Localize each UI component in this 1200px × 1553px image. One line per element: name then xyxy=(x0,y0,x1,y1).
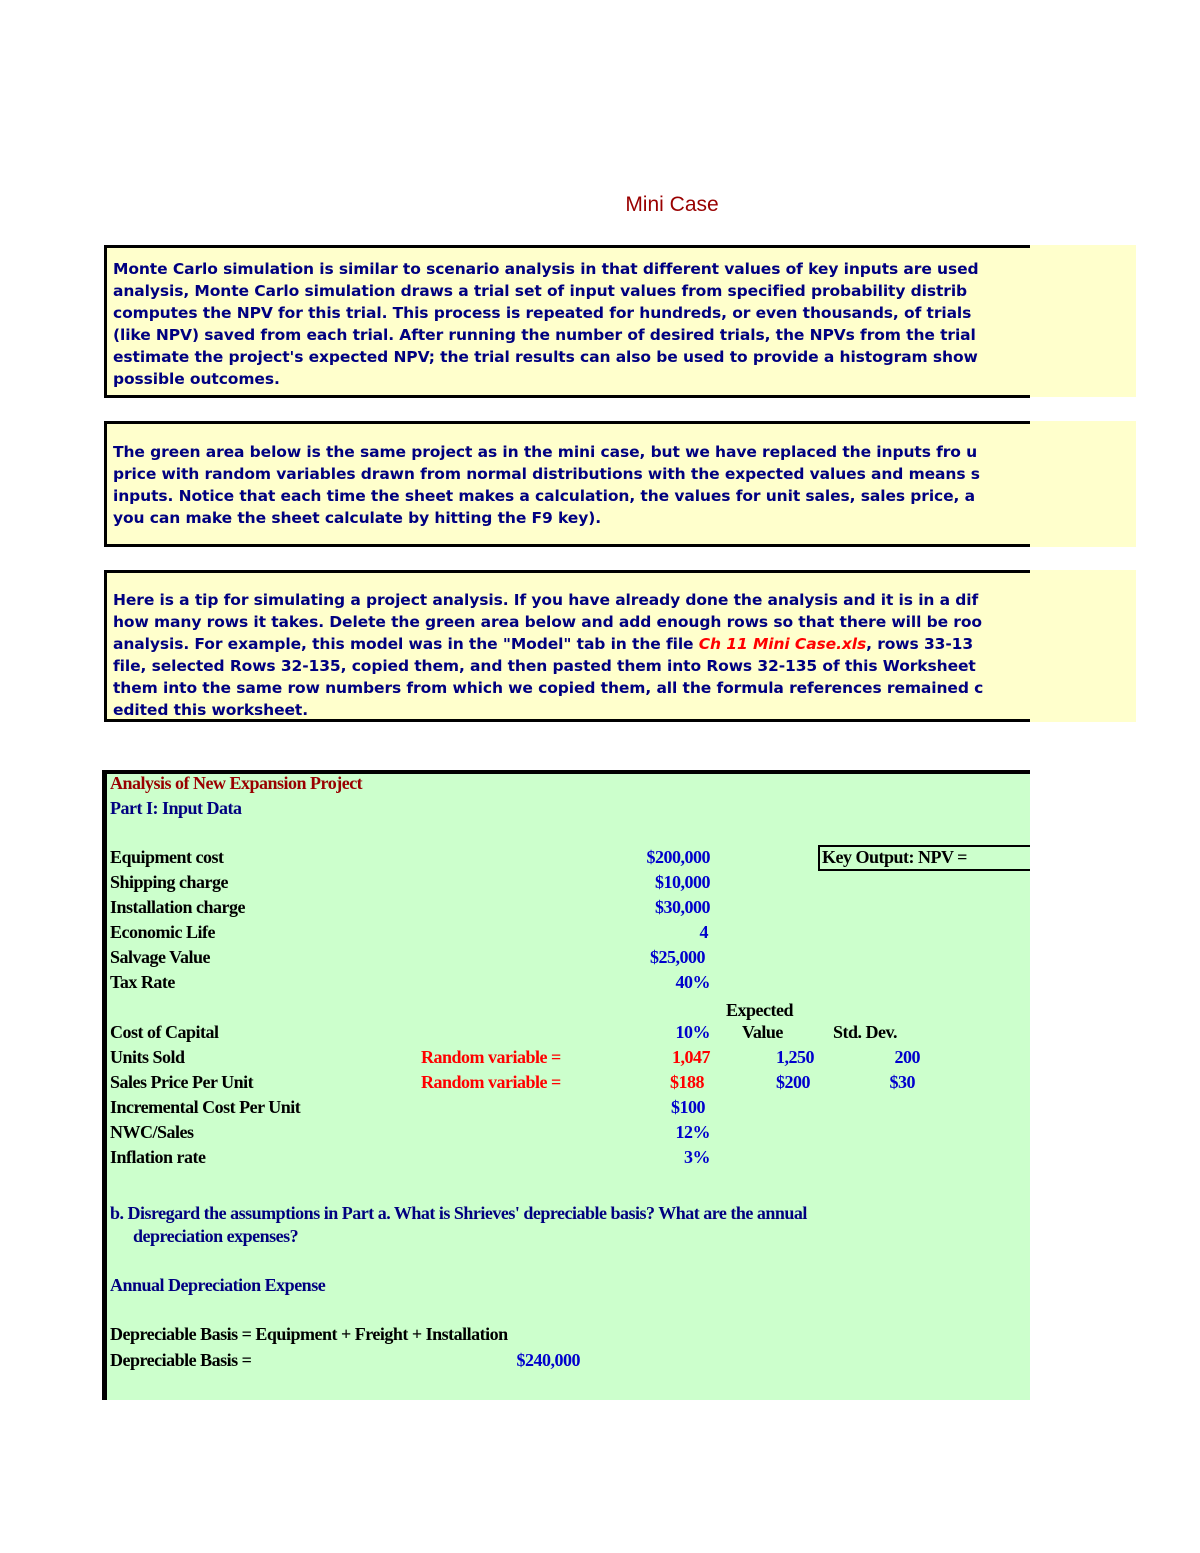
input-label-shipping: Shipping charge xyxy=(110,872,229,892)
std-units-sold[interactable]: 200 xyxy=(894,1047,920,1067)
box3-line xyxy=(113,633,1030,655)
info-box-tip xyxy=(104,570,1030,722)
label-inflation: Inflation rate xyxy=(110,1147,206,1167)
input-value-installation[interactable]: $30,000 xyxy=(655,897,710,917)
label-incremental-cost: Incremental Cost Per Unit xyxy=(110,1097,301,1117)
input-label-tax-rate: Tax Rate xyxy=(110,972,175,992)
value-nwc-sales[interactable]: 12% xyxy=(675,1122,710,1142)
page-title: Mini Case xyxy=(625,193,719,216)
input-value-salvage[interactable]: $25,000 xyxy=(650,947,705,967)
input-label-salvage: Salvage Value xyxy=(110,947,211,967)
std-sales-price[interactable]: $30 xyxy=(889,1072,915,1092)
box2-line: The green area below is the same project as in the mini case, but we have replaced the inputs fro u xyxy=(113,443,978,461)
input-value-tax-rate[interactable]: 40% xyxy=(675,972,710,992)
input-value-economic-life[interactable]: 4 xyxy=(699,922,708,942)
box1-line: analysis, Monte Carlo simulation draws a trial set of input values from specified probability distrib xyxy=(113,282,968,300)
box3-line3-pre: analysis. For example, this model was in the "Model" tab in the file xyxy=(113,635,699,653)
box1-line: Monte Carlo simulation is similar to scenario analysis in that different values of key inputs are used xyxy=(113,260,979,278)
header-value: Value xyxy=(742,1022,783,1042)
value-cost-of-capital[interactable]: 10% xyxy=(675,1022,710,1042)
yellow-strip-1 xyxy=(1030,245,1136,397)
box3-line: edited this worksheet. xyxy=(113,701,309,719)
note-price-random: Random variable = xyxy=(421,1072,561,1092)
box2-line: inputs. Notice that each time the sheet makes a calculation, the values for unit sales, sales price, a xyxy=(113,487,975,505)
file-name-link: Ch 11 Mini Case.xls xyxy=(698,635,867,653)
expected-units-sold[interactable]: 1,250 xyxy=(776,1047,814,1067)
box1-line: estimate the project's expected NPV; the trial results can also be used to provide a histogram show xyxy=(113,348,978,366)
sheet-heading: Analysis of New Expansion Project xyxy=(110,773,363,793)
depreciable-basis-value: $240,000 xyxy=(516,1350,580,1370)
box3-line: Here is a tip for simulating a project analysis. If you have already done the analysis and it is in a dif xyxy=(113,591,979,609)
label-cost-of-capital: Cost of Capital xyxy=(110,1022,219,1042)
question-b-line1: b. Disregard the assumptions in Part a. What is Shrieves' depreciable basis? What are the annual xyxy=(110,1203,807,1223)
question-b-line2: depreciation expenses? xyxy=(133,1226,299,1246)
value-units-sold: 1,047 xyxy=(672,1047,710,1067)
info-box-monte-carlo xyxy=(104,245,1030,398)
depreciable-basis-formula: Depreciable Basis = Equipment + Freight + Installation xyxy=(110,1324,508,1344)
value-sales-price: $188 xyxy=(670,1072,704,1092)
label-nwc-sales: NWC/Sales xyxy=(110,1122,194,1142)
depreciable-basis-label: Depreciable Basis = xyxy=(110,1350,252,1370)
box3-line: them into the same row numbers from which we copied them, all the formula references remained c xyxy=(113,679,984,697)
input-label-economic-life: Economic Life xyxy=(110,922,215,942)
input-value-shipping[interactable]: $10,000 xyxy=(655,872,710,892)
label-units-sold: Units Sold xyxy=(110,1047,185,1067)
value-inflation[interactable]: 3% xyxy=(684,1147,710,1167)
expected-sales-price[interactable]: $200 xyxy=(776,1072,810,1092)
box2-line: you can make the sheet calculate by hitting the F9 key). xyxy=(113,509,601,527)
yellow-strip-3 xyxy=(1030,570,1136,722)
box3-line: how many rows it takes. Delete the green area below and add enough rows so that there will be roo xyxy=(113,613,982,631)
box1-line: (like NPV) saved from each trial. After running the number of desired trials, the NPVs from the trial xyxy=(113,326,976,344)
value-incremental-cost[interactable]: $100 xyxy=(671,1097,705,1117)
label-sales-price: Sales Price Per Unit xyxy=(110,1072,254,1092)
note-units-random: Random variable = xyxy=(421,1047,561,1067)
part-heading: Part I: Input Data xyxy=(110,798,242,818)
yellow-strip-2 xyxy=(1030,421,1136,547)
box2-line: price with random variables drawn from normal distributions with the expected values and means s xyxy=(113,465,980,483)
key-output-label: Key Output: NPV = xyxy=(822,847,967,867)
box3-line3-post: , rows 33-13 xyxy=(866,635,974,653)
header-expected: Expected xyxy=(726,1000,793,1020)
box3-line: file, selected Rows 32-135, copied them, and then pasted them into Rows 32-135 of this Worksheet xyxy=(113,657,976,675)
box1-line: computes the NPV for this trial. This process is repeated for hundreds, or even thousands, of trials xyxy=(113,304,972,322)
box1-line: possible outcomes. xyxy=(113,370,280,388)
input-label-installation: Installation charge xyxy=(110,897,246,917)
input-label-equipment: Equipment cost xyxy=(110,847,224,867)
info-box-green-area xyxy=(104,421,1030,547)
header-std-dev: Std. Dev. xyxy=(833,1022,898,1042)
annual-depreciation-heading: Annual Depreciation Expense xyxy=(110,1275,326,1295)
input-value-equipment[interactable]: $200,000 xyxy=(646,847,710,867)
